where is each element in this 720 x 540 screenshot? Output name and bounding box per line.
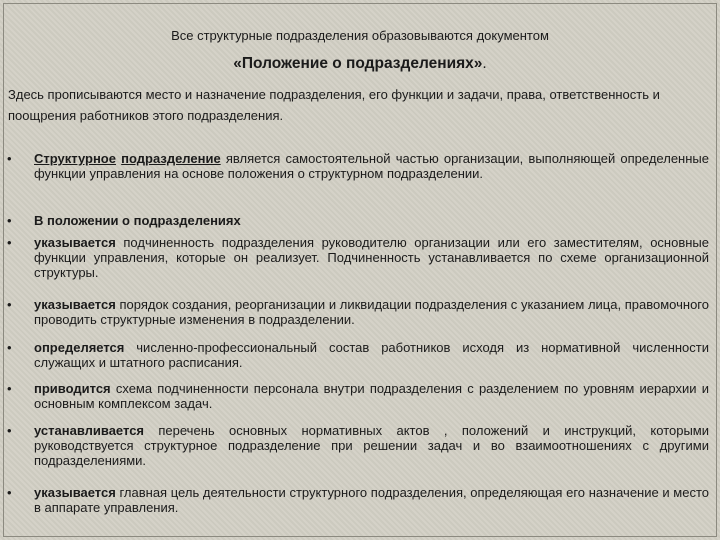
list-item-lead: устанавливается	[34, 423, 145, 438]
bullet-icon: •	[7, 485, 12, 500]
list-item-lead: В положении о подразделениях	[34, 213, 241, 228]
bullet-icon: •	[7, 297, 12, 312]
list-item-lead: подразделение	[121, 151, 221, 166]
bullet-icon: •	[7, 235, 12, 250]
list-item-text	[34, 381, 709, 411]
bullet-icon: •	[7, 151, 12, 166]
list-item-text	[34, 485, 709, 515]
list-item-body: является самостоятельной частью организации, выполняющей определенные функции управления на основе положения о структурном подразделении.	[34, 151, 709, 181]
list-item-text	[34, 340, 709, 370]
list-item-body: подчиненность подразделения руководителю организации или его заместителям, основные функции управления, которые он реализует. Подчиненность устанавливается по схеме организационной структуры.	[34, 235, 709, 280]
list-item-body: порядок создания, реорганизации и ликвидации подразделения с указанием лица, правомочного проводить структурные изменения в подразделении.	[34, 297, 709, 327]
list-item-body: перечень основных нормативных актов , положений и инструкций, которыми руководствуется структурное подразделение при решении задач и во взаимоотношениях с другими подразделениями.	[34, 423, 709, 468]
document-title-text: «Положение о подразделениях»	[233, 55, 483, 72]
document-title-suffix: .	[482, 55, 487, 72]
intro-line: Все структурные подразделения образовываются документом	[171, 28, 549, 43]
list-item-body: численно-профессиональный состав работников исходя из нормативной численности служащих и штатного расписания.	[34, 340, 709, 370]
list-item-lead: указывается	[34, 485, 116, 500]
list-item-body: схема подчиненности персонала внутри подразделения с разделением по уровням иерархии и основным комплексом задач.	[34, 381, 709, 411]
list-item-text	[34, 297, 709, 327]
list-item-lead: указывается	[34, 297, 116, 312]
list-item-lead: указывается	[34, 235, 116, 250]
bullet-icon: •	[7, 213, 12, 228]
list-item-text	[34, 151, 709, 181]
bullet-icon: •	[7, 423, 12, 438]
bullet-icon: •	[7, 340, 12, 355]
list-item-text	[34, 235, 709, 280]
list-item-lead: Структурное	[34, 151, 116, 166]
list-item-text	[34, 423, 709, 468]
bullet-icon: •	[7, 381, 12, 396]
list-item-body: главная цель деятельности структурного подразделения, определяющая его назначение и место в аппарате управления.	[34, 485, 709, 515]
description-paragraph: Здесь прописываются место и назначение подразделения, его функции и задачи, права, ответственность и поощрения работников этого подразделения.	[8, 87, 660, 123]
list-item-lead: приводится	[34, 381, 111, 396]
list-item-lead: определяется	[34, 340, 125, 355]
list-item-text	[34, 213, 709, 228]
document-title	[0, 55, 720, 73]
